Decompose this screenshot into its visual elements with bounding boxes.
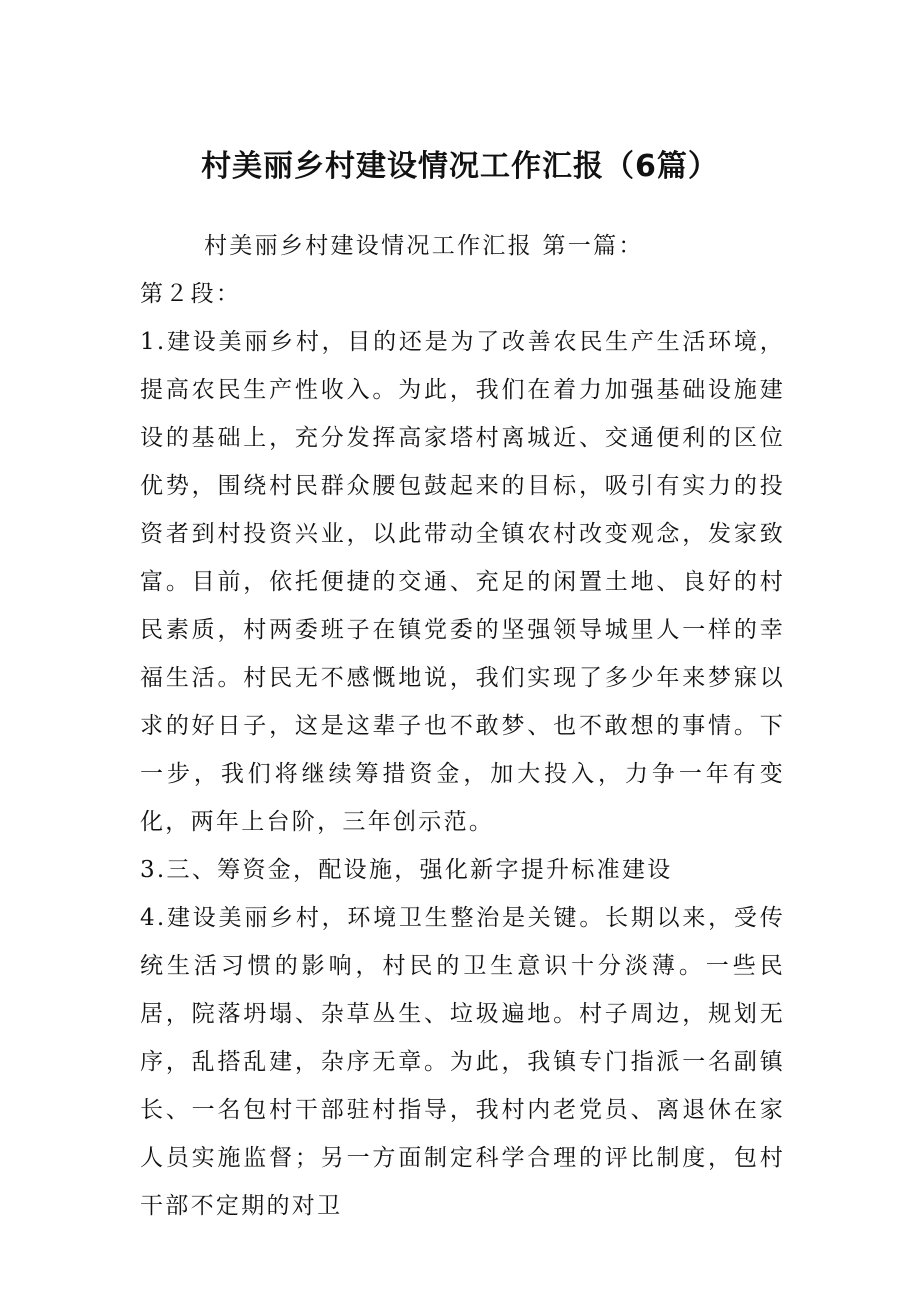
paragraph-item-3: 3.三、筹资金，配设施，强化新字提升标准建设	[140, 857, 673, 883]
paragraph-section-label: 第２段：	[140, 281, 242, 307]
section-subtitle: 村美丽乡村建设情况工作汇报 第一篇：	[204, 233, 644, 259]
document-body	[140, 222, 785, 1230]
document-title: 村美丽乡村建设情况工作汇报（6篇）	[201, 149, 719, 184]
paragraph-item-4: 4.建设美丽乡村，环境卫生整治是关键。长期以来，受传统生活习惯的影响，村民的卫生意识十分淡薄。一些民居，院落坍塌、杂草丛生、垃圾遍地。村子周边，规划无序，乱搭乱建，杂序无章。为此，我镇专门指派一名副镇长、一名包村干部驻村指导，我村内老党员、离退休在家人员实施监督；另一方面制定科学合理的评比制度，包村干部不定期的对卫	[140, 905, 785, 1219]
paragraph-item-1: 1.建设美丽乡村，目的还是为了改善农民生产生活环境，提高农民生产性收入。为此，我们在着力加强基础设施建设的基础上，充分发挥高家塔村离城近、交通便利的区位优势，围绕村民群众腰包鼓起来的目标，吸引有实力的投资者到村投资兴业，以此带动全镇农村改变观念，发家致富。目前，依托便捷的交通、充足的闲置土地、良好的村民素质，村两委班子在镇党委的坚强领导城里人一样的幸福生活。村民无不感慨地说，我们实现了多少年来梦寐以求的好日子，这是这辈子也不敢梦、也不敢想的事情。下一步，我们将继续筹措资金，加大投入，力争一年有变化，两年上台阶，三年创示范。	[140, 329, 785, 835]
